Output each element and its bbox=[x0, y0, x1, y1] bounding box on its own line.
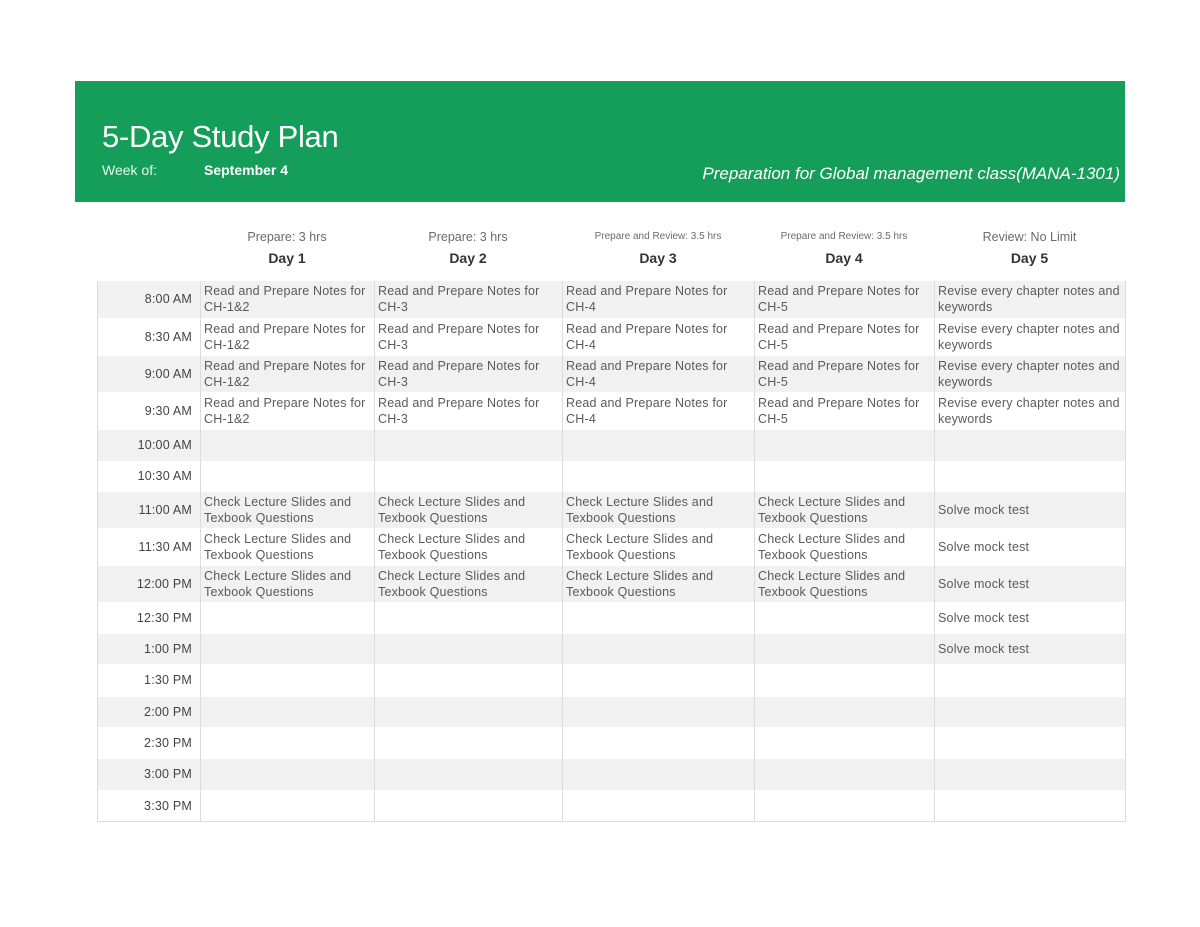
day-3-cell[interactable]: Read and Prepare Notes for CH-4 bbox=[563, 355, 755, 392]
day-5-cell[interactable]: Revise every chapter notes and keywords bbox=[935, 318, 1126, 355]
schedule-row bbox=[98, 790, 1126, 821]
day-5-name: Day 5 bbox=[1010, 250, 1049, 266]
day-2-cell[interactable]: Read and Prepare Notes for CH-3 bbox=[375, 392, 563, 429]
day-5-cell[interactable]: Solve mock test bbox=[935, 565, 1126, 602]
time-slot-label: 8:00 AM bbox=[98, 281, 201, 318]
day-1-cell[interactable] bbox=[201, 696, 375, 727]
header-banner bbox=[75, 81, 1125, 202]
schedule-row bbox=[98, 664, 1126, 696]
day-3-cell[interactable] bbox=[563, 633, 755, 664]
day-1-cell[interactable] bbox=[201, 758, 375, 790]
schedule-row bbox=[98, 727, 1126, 758]
time-slot-label: 11:00 AM bbox=[98, 491, 201, 528]
day-5-cell[interactable] bbox=[935, 696, 1126, 727]
day-4-cell[interactable]: Read and Prepare Notes for CH-5 bbox=[755, 281, 935, 318]
day-4-cell[interactable]: Read and Prepare Notes for CH-5 bbox=[755, 355, 935, 392]
day-5-cell[interactable]: Revise every chapter notes and keywords bbox=[935, 355, 1126, 392]
time-slot-label: 2:30 PM bbox=[98, 727, 201, 758]
time-slot-label: 9:30 AM bbox=[98, 392, 201, 429]
time-slot-label: 8:30 AM bbox=[98, 318, 201, 355]
day-2-cell[interactable]: Check Lecture Slides and Texbook Questions bbox=[375, 565, 563, 602]
day-2-cell[interactable] bbox=[375, 727, 563, 758]
day-3-name: Day 3 bbox=[639, 250, 677, 266]
day-5-cell[interactable] bbox=[935, 790, 1126, 821]
day-2-cell[interactable] bbox=[375, 758, 563, 790]
day-2-cell[interactable] bbox=[375, 664, 563, 696]
page-title: 5-Day Study Plan bbox=[102, 119, 339, 154]
schedule-body bbox=[98, 281, 1126, 821]
time-slot-label: 10:00 AM bbox=[98, 429, 201, 461]
day-1-cell[interactable]: Check Lecture Slides and Texbook Questions bbox=[201, 565, 375, 602]
day-5-cell[interactable]: Solve mock test bbox=[935, 602, 1126, 633]
day-1-header bbox=[200, 228, 374, 266]
day-4-cell[interactable]: Read and Prepare Notes for CH-5 bbox=[755, 392, 935, 429]
day-2-header bbox=[374, 228, 562, 266]
day-2-cell[interactable] bbox=[375, 633, 563, 664]
day-1-cell[interactable]: Check Lecture Slides and Texbook Questions bbox=[201, 528, 375, 565]
day-3-cell[interactable]: Read and Prepare Notes for CH-4 bbox=[563, 392, 755, 429]
day-4-cell[interactable] bbox=[755, 727, 935, 758]
day-3-cell[interactable]: Check Lecture Slides and Texbook Questions bbox=[563, 491, 755, 528]
day-2-cell[interactable] bbox=[375, 602, 563, 633]
schedule-row bbox=[98, 392, 1126, 429]
time-slot-label: 12:30 PM bbox=[98, 602, 201, 633]
time-slot-label: 3:30 PM bbox=[98, 790, 201, 821]
day-5-cell[interactable] bbox=[935, 461, 1126, 491]
day-2-cell[interactable] bbox=[375, 461, 563, 491]
schedule-row bbox=[98, 429, 1126, 461]
day-5-cell[interactable]: Solve mock test bbox=[935, 491, 1126, 528]
day-2-cell[interactable] bbox=[375, 790, 563, 821]
day-2-cell[interactable]: Check Lecture Slides and Texbook Questions bbox=[375, 491, 563, 528]
day-1-cell[interactable] bbox=[201, 633, 375, 664]
day-2-cell[interactable] bbox=[375, 429, 563, 461]
day-1-cell[interactable]: Check Lecture Slides and Texbook Questions bbox=[201, 491, 375, 528]
day-1-cell[interactable]: Read and Prepare Notes for CH-1&2 bbox=[201, 392, 375, 429]
day-2-note: Prepare: 3 hrs bbox=[428, 230, 508, 244]
day-1-cell[interactable] bbox=[201, 429, 375, 461]
day-3-cell[interactable] bbox=[563, 758, 755, 790]
day-3-cell[interactable]: Check Lecture Slides and Texbook Questions bbox=[563, 528, 755, 565]
day-1-cell[interactable] bbox=[201, 664, 375, 696]
time-slot-label: 2:00 PM bbox=[98, 696, 201, 727]
schedule-row bbox=[98, 602, 1126, 633]
day-3-cell[interactable]: Read and Prepare Notes for CH-4 bbox=[563, 281, 755, 318]
day-5-cell[interactable] bbox=[935, 727, 1126, 758]
schedule-row bbox=[98, 281, 1126, 318]
day-4-cell[interactable] bbox=[755, 633, 935, 664]
day-1-cell[interactable]: Read and Prepare Notes for CH-1&2 bbox=[201, 318, 375, 355]
schedule-row bbox=[98, 528, 1126, 565]
day-3-cell[interactable]: Check Lecture Slides and Texbook Questions bbox=[563, 565, 755, 602]
schedule-row bbox=[98, 696, 1126, 727]
day-2-cell[interactable]: Check Lecture Slides and Texbook Questions bbox=[375, 528, 563, 565]
day-4-cell[interactable] bbox=[755, 696, 935, 727]
day-4-cell[interactable]: Read and Prepare Notes for CH-5 bbox=[755, 318, 935, 355]
day-2-cell[interactable]: Read and Prepare Notes for CH-3 bbox=[375, 355, 563, 392]
day-1-cell[interactable]: Read and Prepare Notes for CH-1&2 bbox=[201, 355, 375, 392]
time-slot-label: 3:00 PM bbox=[98, 758, 201, 790]
day-5-cell[interactable]: Revise every chapter notes and keywords bbox=[935, 392, 1126, 429]
day-3-cell[interactable] bbox=[563, 664, 755, 696]
day-4-cell[interactable]: Check Lecture Slides and Texbook Questions bbox=[755, 565, 935, 602]
plan-subtitle: Preparation for Global management class(MANA-1301) bbox=[702, 164, 1120, 183]
day-4-cell[interactable] bbox=[755, 602, 935, 633]
time-slot-label: 12:00 PM bbox=[98, 565, 201, 602]
day-5-cell[interactable]: Solve mock test bbox=[935, 633, 1126, 664]
day-4-cell[interactable] bbox=[755, 664, 935, 696]
time-slot-label: 1:00 PM bbox=[98, 633, 201, 664]
schedule-table bbox=[97, 281, 1126, 822]
day-3-cell[interactable] bbox=[563, 790, 755, 821]
day-4-note: Prepare and Review: 3.5 hrs bbox=[780, 231, 908, 242]
day-1-cell[interactable] bbox=[201, 602, 375, 633]
day-4-header bbox=[754, 228, 934, 266]
day-3-cell[interactable] bbox=[563, 696, 755, 727]
day-5-cell[interactable] bbox=[935, 664, 1126, 696]
day-2-cell[interactable]: Read and Prepare Notes for CH-3 bbox=[375, 281, 563, 318]
day-4-name: Day 4 bbox=[825, 250, 863, 266]
day-3-cell[interactable]: Read and Prepare Notes for CH-4 bbox=[563, 318, 755, 355]
day-1-cell[interactable] bbox=[201, 790, 375, 821]
week-label: Week of: bbox=[102, 162, 157, 178]
day-4-cell[interactable]: Check Lecture Slides and Texbook Questions bbox=[755, 528, 935, 565]
day-5-cell[interactable] bbox=[935, 429, 1126, 461]
day-1-cell[interactable] bbox=[201, 727, 375, 758]
schedule-row bbox=[98, 633, 1126, 664]
day-2-cell[interactable]: Read and Prepare Notes for CH-3 bbox=[375, 318, 563, 355]
week-value[interactable]: September 4 bbox=[204, 162, 289, 178]
time-slot-label: 10:30 AM bbox=[98, 461, 201, 491]
time-slot-label: 11:30 AM bbox=[98, 528, 201, 565]
day-3-header bbox=[562, 228, 754, 266]
schedule-row bbox=[98, 318, 1126, 355]
day-5-note: Review: No Limit bbox=[982, 230, 1077, 244]
day-4-cell[interactable] bbox=[755, 461, 935, 491]
day-3-cell[interactable] bbox=[563, 602, 755, 633]
day-3-cell[interactable] bbox=[563, 429, 755, 461]
day-5-cell[interactable]: Revise every chapter notes and keywords bbox=[935, 281, 1126, 318]
day-5-header bbox=[934, 228, 1125, 266]
day-2-cell[interactable] bbox=[375, 696, 563, 727]
schedule-row bbox=[98, 461, 1126, 491]
day-1-cell[interactable]: Read and Prepare Notes for CH-1&2 bbox=[201, 281, 375, 318]
day-1-cell[interactable] bbox=[201, 461, 375, 491]
day-3-cell[interactable] bbox=[563, 727, 755, 758]
day-1-note: Prepare: 3 hrs bbox=[247, 230, 327, 244]
time-slot-label: 1:30 PM bbox=[98, 664, 201, 696]
day-5-cell[interactable] bbox=[935, 758, 1126, 790]
day-4-cell[interactable] bbox=[755, 758, 935, 790]
day-4-cell[interactable]: Check Lecture Slides and Texbook Questions bbox=[755, 491, 935, 528]
day-2-name: Day 2 bbox=[449, 250, 487, 266]
day-4-cell[interactable] bbox=[755, 429, 935, 461]
day-3-note: Prepare and Review: 3.5 hrs bbox=[594, 231, 722, 242]
day-4-cell[interactable] bbox=[755, 790, 935, 821]
time-slot-label: 9:00 AM bbox=[98, 355, 201, 392]
day-1-name: Day 1 bbox=[268, 250, 306, 266]
day-3-cell[interactable] bbox=[563, 461, 755, 491]
schedule-row bbox=[98, 355, 1126, 392]
day-5-cell[interactable]: Solve mock test bbox=[935, 528, 1126, 565]
schedule-row bbox=[98, 565, 1126, 602]
schedule-row bbox=[98, 491, 1126, 528]
schedule-row bbox=[98, 758, 1126, 790]
